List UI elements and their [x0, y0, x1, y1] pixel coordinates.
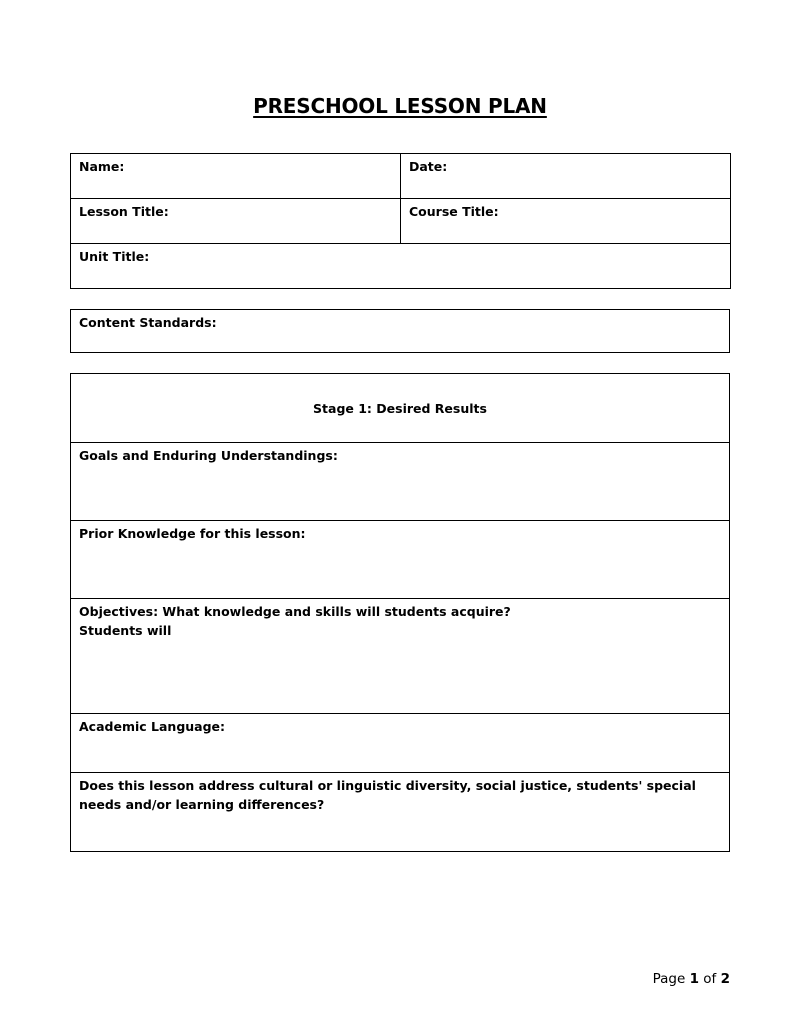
- lesson-title-label: Lesson Title:: [79, 204, 169, 219]
- of-word: of: [703, 971, 717, 987]
- date-label: Date:: [409, 159, 448, 174]
- content-standards-table: [70, 309, 730, 353]
- document-title: PRESCHOOL LESSON PLAN: [253, 94, 547, 118]
- course-title-field[interactable]: [401, 199, 731, 244]
- current-page-number: 1: [689, 971, 699, 987]
- academic-language-label: Academic Language:: [79, 719, 226, 734]
- name-field[interactable]: [71, 154, 401, 199]
- prior-knowledge-field[interactable]: [71, 521, 730, 599]
- lesson-info-table: [70, 153, 731, 289]
- content-standards-label: Content Standards:: [79, 315, 217, 330]
- date-field[interactable]: [401, 154, 731, 199]
- objectives-label: Objectives: What knowledge and skills will students acquire?: [79, 604, 511, 619]
- objectives-field[interactable]: [71, 599, 730, 714]
- objectives-students-will: Students will: [79, 623, 172, 638]
- name-label: Name:: [79, 159, 125, 174]
- goals-label: Goals and Enduring Understandings:: [79, 448, 338, 463]
- total-page-number: 2: [720, 971, 730, 987]
- page-word: Page: [652, 971, 686, 987]
- stage1-table: [70, 373, 730, 852]
- goals-field[interactable]: [71, 443, 730, 521]
- diversity-question: Does this lesson address cultural or linguistic diversity, social justice, students' special needs and/or learning differences?: [79, 778, 696, 812]
- unit-title-label: Unit Title:: [79, 249, 150, 264]
- prior-knowledge-label: Prior Knowledge for this lesson:: [79, 526, 306, 541]
- academic-language-field[interactable]: [71, 714, 730, 773]
- course-title-label: Course Title:: [409, 204, 499, 219]
- stage1-heading: Stage 1: Desired Results: [313, 400, 487, 416]
- page-footer: [653, 971, 730, 987]
- content-standards-field[interactable]: [71, 310, 730, 353]
- unit-title-field[interactable]: [71, 244, 731, 289]
- stage1-heading-cell: [71, 374, 730, 443]
- diversity-field[interactable]: [71, 773, 730, 852]
- lesson-title-field[interactable]: [71, 199, 401, 244]
